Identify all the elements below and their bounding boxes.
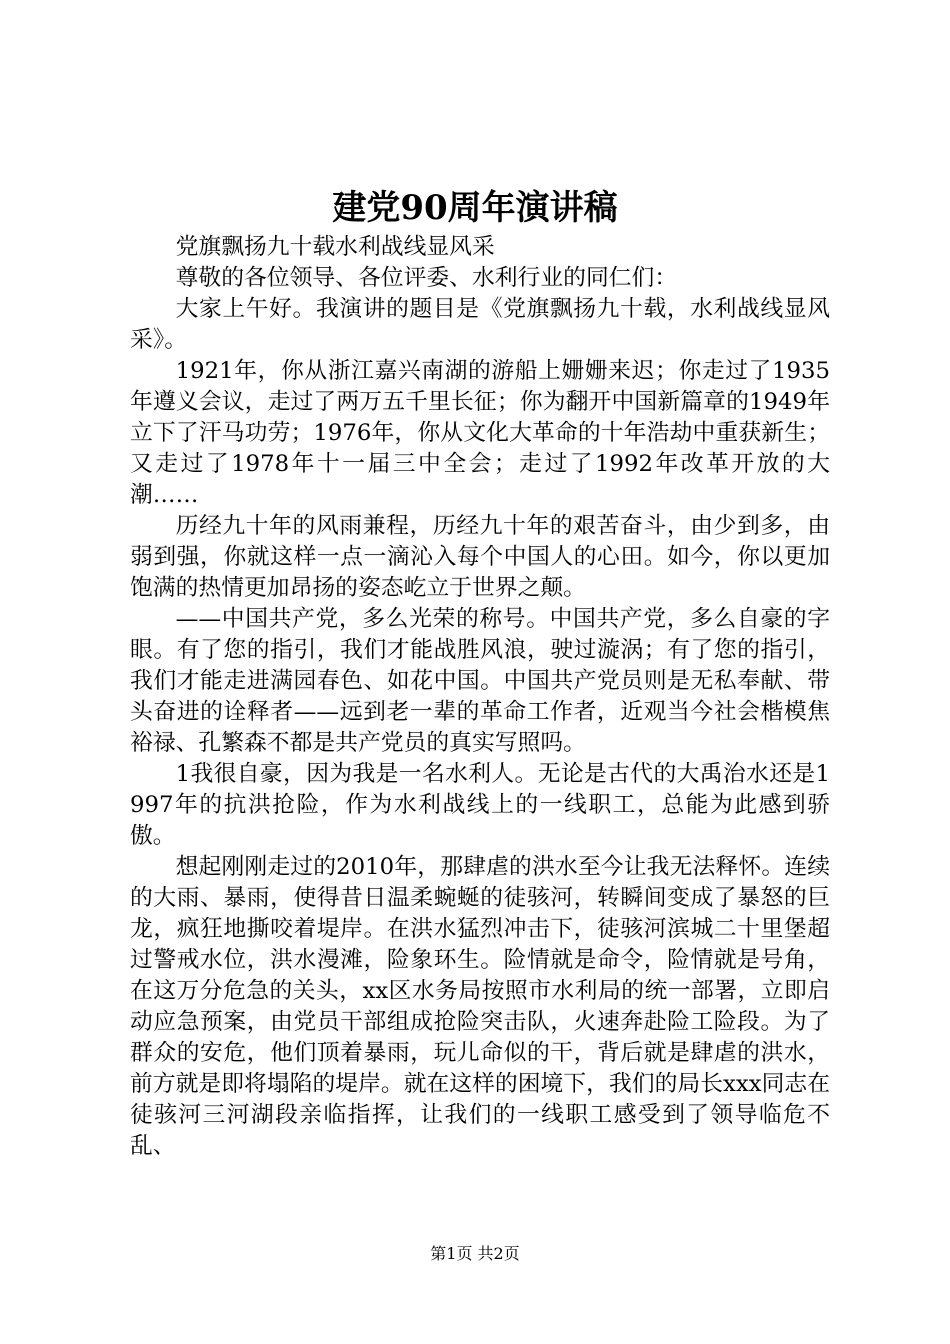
paragraph-salutation: 尊敬的各位领导、各位评委、水利行业的同仁们：: [175, 265, 678, 291]
document-title: 建党90周年演讲稿: [332, 188, 618, 228]
paragraph-history: 1921年，你从浙江嘉兴南湖的游船上姗姗来迟；你走过了1935年遵义会议，走过了两万五千里长征；你为翻开中国新篇章的1949年立下了汗马功劳；1976年，你从文化大革命的十年浩劫中重获新生；又走过了1978年十一届三中全会；走过了1992年改革开放的大潮……: [130, 358, 830, 508]
paragraph-water-worker: 1我很自豪，因为我是一名水利人。无论是古代的大禹治水还是1997年的抗洪抢险，作为水利战线上的一线职工，总能为此感到骄傲。: [130, 761, 830, 849]
document-body: [130, 232, 830, 1162]
paragraph-party-glory: ——中国共产党，多么光荣的称号。中国共产党，多么自豪的字眼。有了您的指引，我们才能战胜风浪，驶过漩涡；有了您的指引，我们才能走进满园春色、如花中国。中国共产党员则是无私奉献、带头奋进的诠释者——远到老一辈的革命工作者，近观当今社会楷模焦裕禄、孔繁森不都是共产党员的真实写照吗。: [130, 606, 830, 756]
paragraph-subtitle: 党旗飘扬九十载水利战线显风采: [175, 234, 495, 260]
paragraph-greeting: 大家上午好。我演讲的题目是《党旗飘扬九十载，水利战线显风采》。: [130, 296, 830, 353]
paragraph-flood-2010: 想起刚刚走过的2010年，那肆虐的洪水至今让我无法释怀。连续的大雨、暴雨，使得昔日温柔蜿蜒的徒骇河，转瞬间变成了暴怒的巨龙，疯狂地撕咬着堤岸。在洪水猛烈冲击下，徒骇河滨城二十里堡超过警戒水位，洪水漫滩，险象环生。险情就是命令，险情就是号角，在这万分危急的关头，xx区水务局按照市水利局的统一部署，立即启动应急预案，由党员干部组成抢险突击队，火速奔赴险工险段。为了群众的安危，他们顶着暴雨，玩儿命似的干，背后就是肆虐的洪水，前方就是即将塌陷的堤岸。就在这样的困境下，我们的局长xxx同志在徒骇河三河湖段亲临指挥，让我们的一线职工感受到了领导临危不乱、: [130, 854, 830, 1159]
paragraph-ninety-years: 历经九十年的风雨兼程，历经九十年的艰苦奋斗，由少到多，由弱到强，你就这样一点一滴沁入每个中国人的心田。如今，你以更加饱满的热情更加昂扬的姿态屹立于世界之颠。: [130, 513, 830, 601]
page-footer: 第1页 共2页: [430, 1244, 520, 1263]
